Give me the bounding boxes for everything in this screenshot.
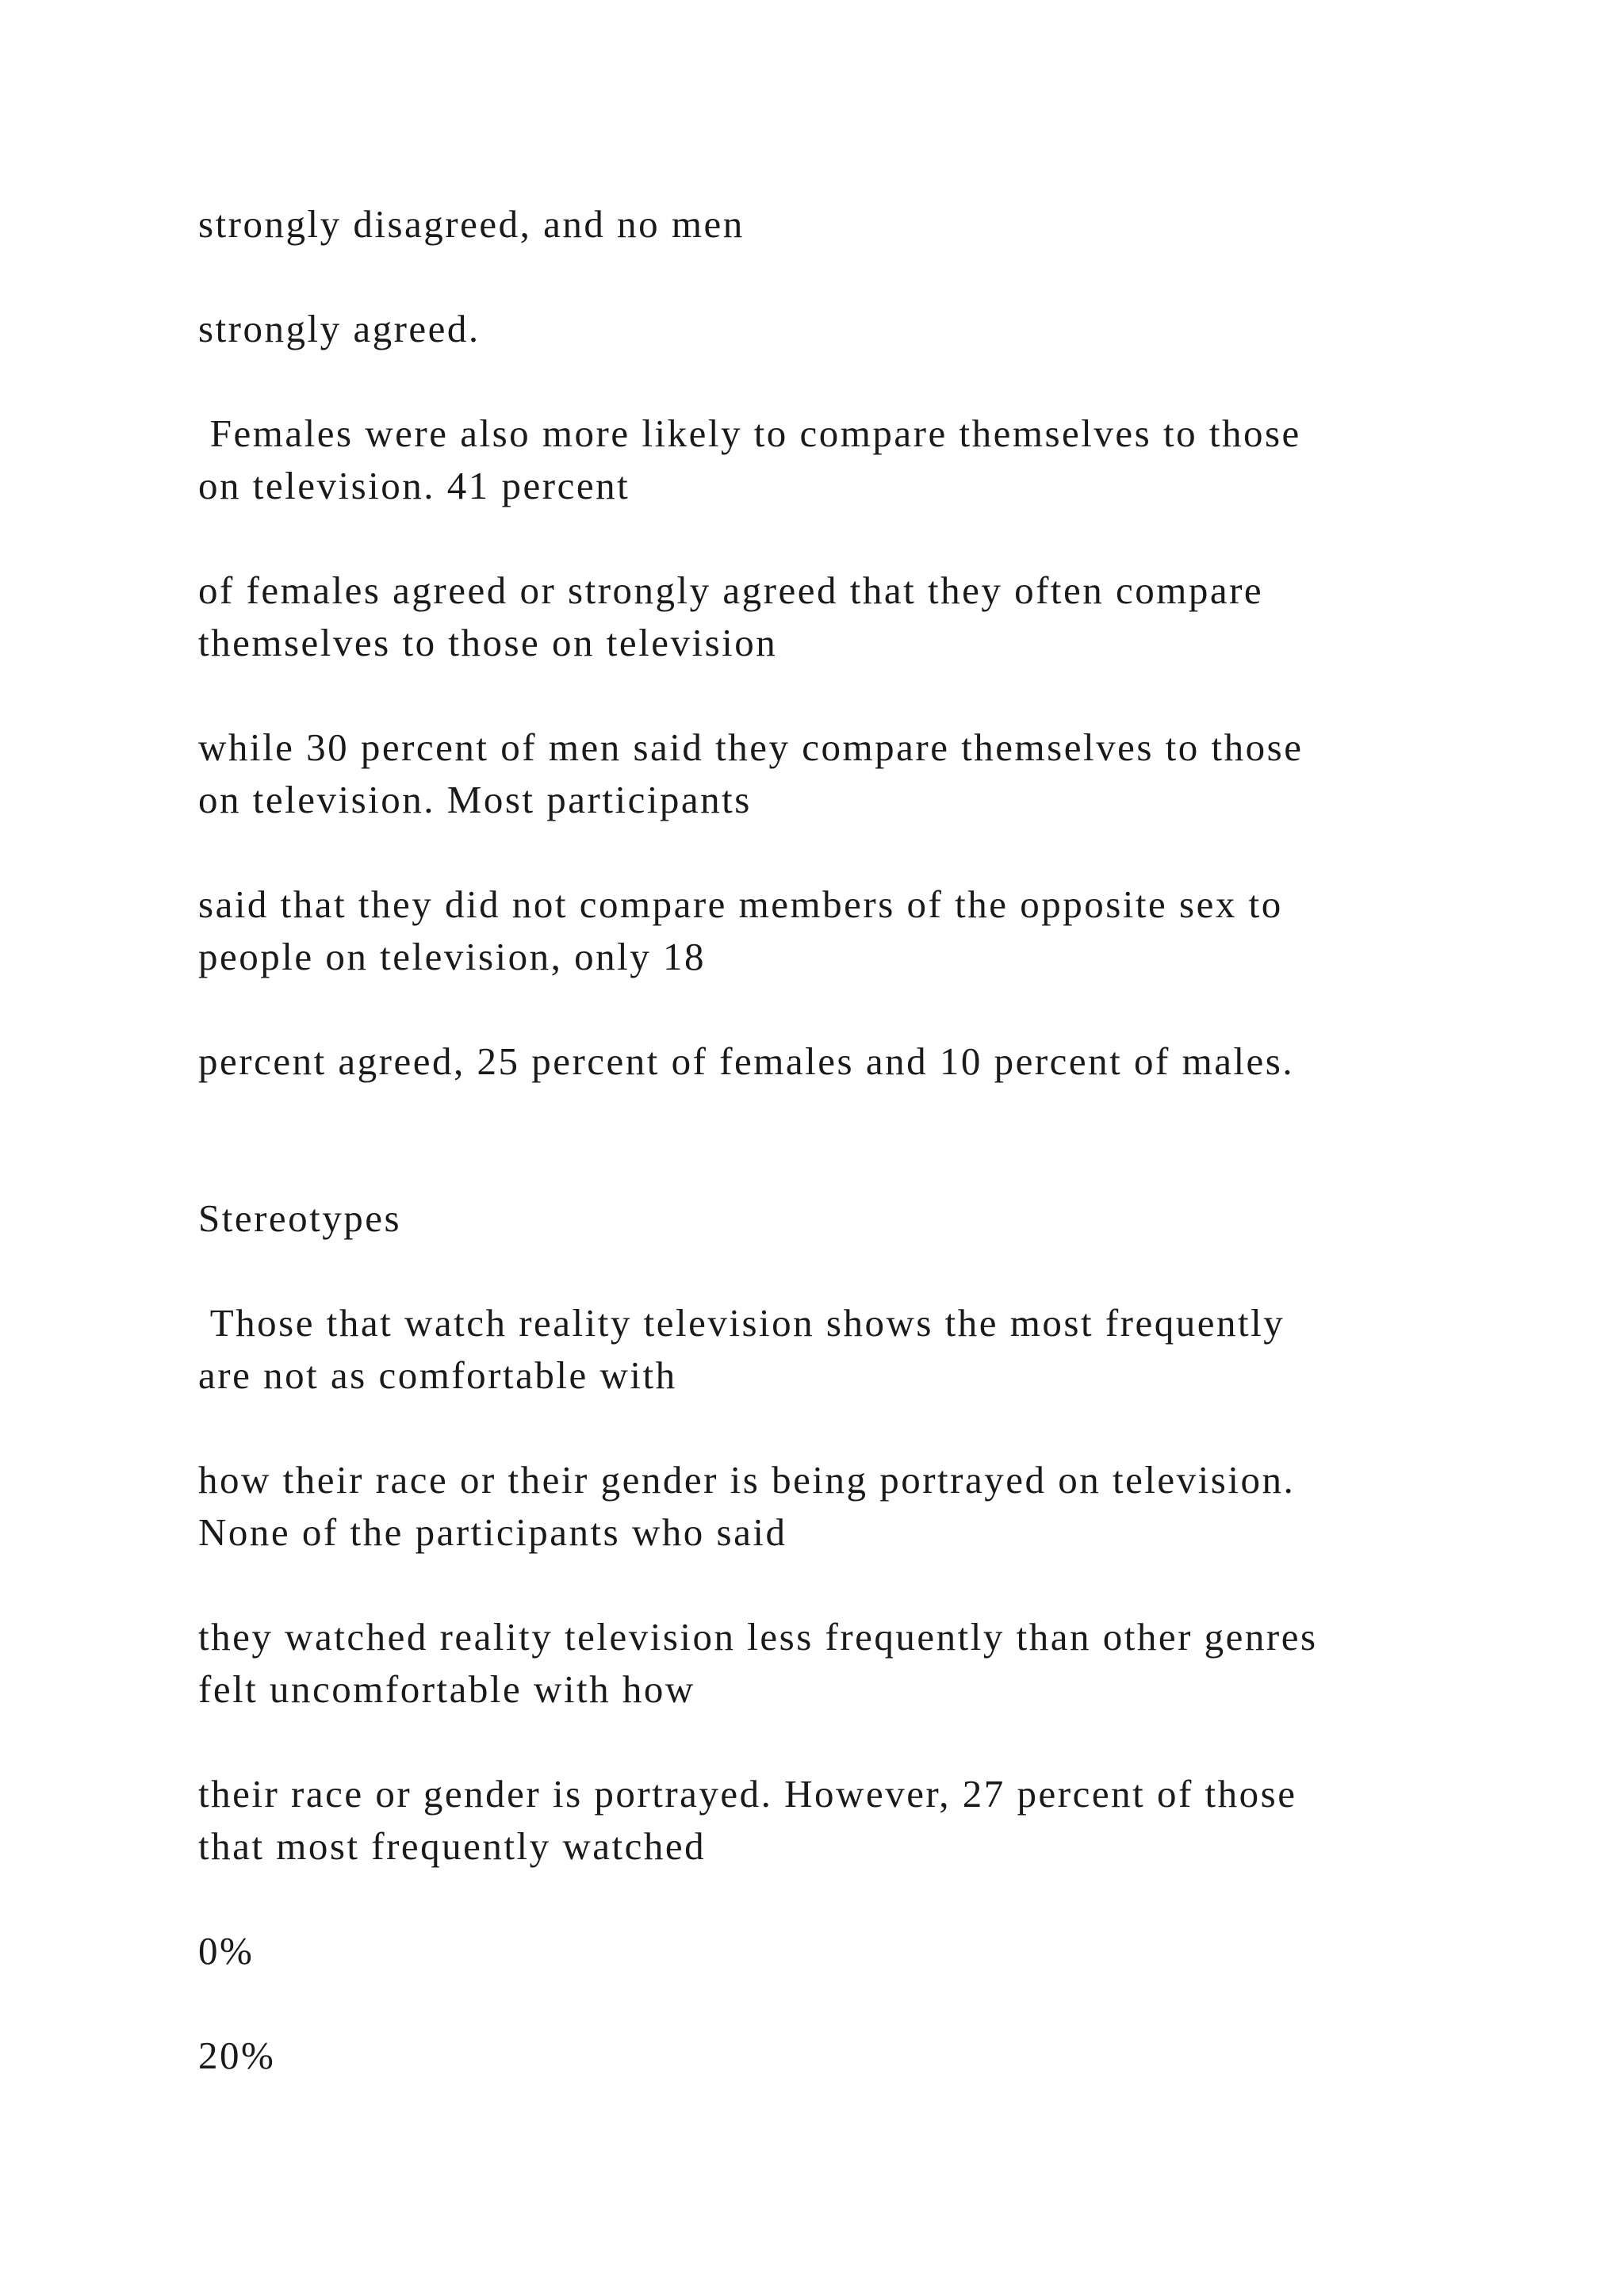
body-paragraph: of females agreed or strongly agreed that they often compare themselves to those on television bbox=[198, 568, 1264, 664]
axis-tick-label: 20% bbox=[198, 2034, 276, 2077]
body-paragraph: while 30 percent of men said they compare themselves to those on television. Most participants bbox=[198, 725, 1304, 821]
text-line: strongly agreed. bbox=[198, 307, 481, 350]
body-paragraph: how their race or their gender is being portrayed on television. None of the participants who said bbox=[198, 1458, 1296, 1554]
section-heading: Stereotypes bbox=[198, 1196, 402, 1240]
body-paragraph: they watched reality television less frequently than other genres felt uncomfortable with how bbox=[198, 1615, 1318, 1711]
body-paragraph: said that they did not compare members of the opposite sex to people on television, only 18 bbox=[198, 882, 1283, 978]
body-paragraph: Those that watch reality television shows the most frequently are not as comfortable with bbox=[198, 1301, 1285, 1397]
body-paragraph: percent agreed, 25 percent of females and 10 percent of males. bbox=[198, 1039, 1295, 1083]
axis-tick-label: 0% bbox=[198, 1929, 255, 1973]
text-line: strongly disagreed, and no men bbox=[198, 202, 745, 246]
body-paragraph: their race or gender is portrayed. However, 27 percent of those that most frequently watched bbox=[198, 1772, 1297, 1868]
body-paragraph: Females were also more likely to compare themselves to those on television. 41 percent bbox=[198, 411, 1301, 507]
